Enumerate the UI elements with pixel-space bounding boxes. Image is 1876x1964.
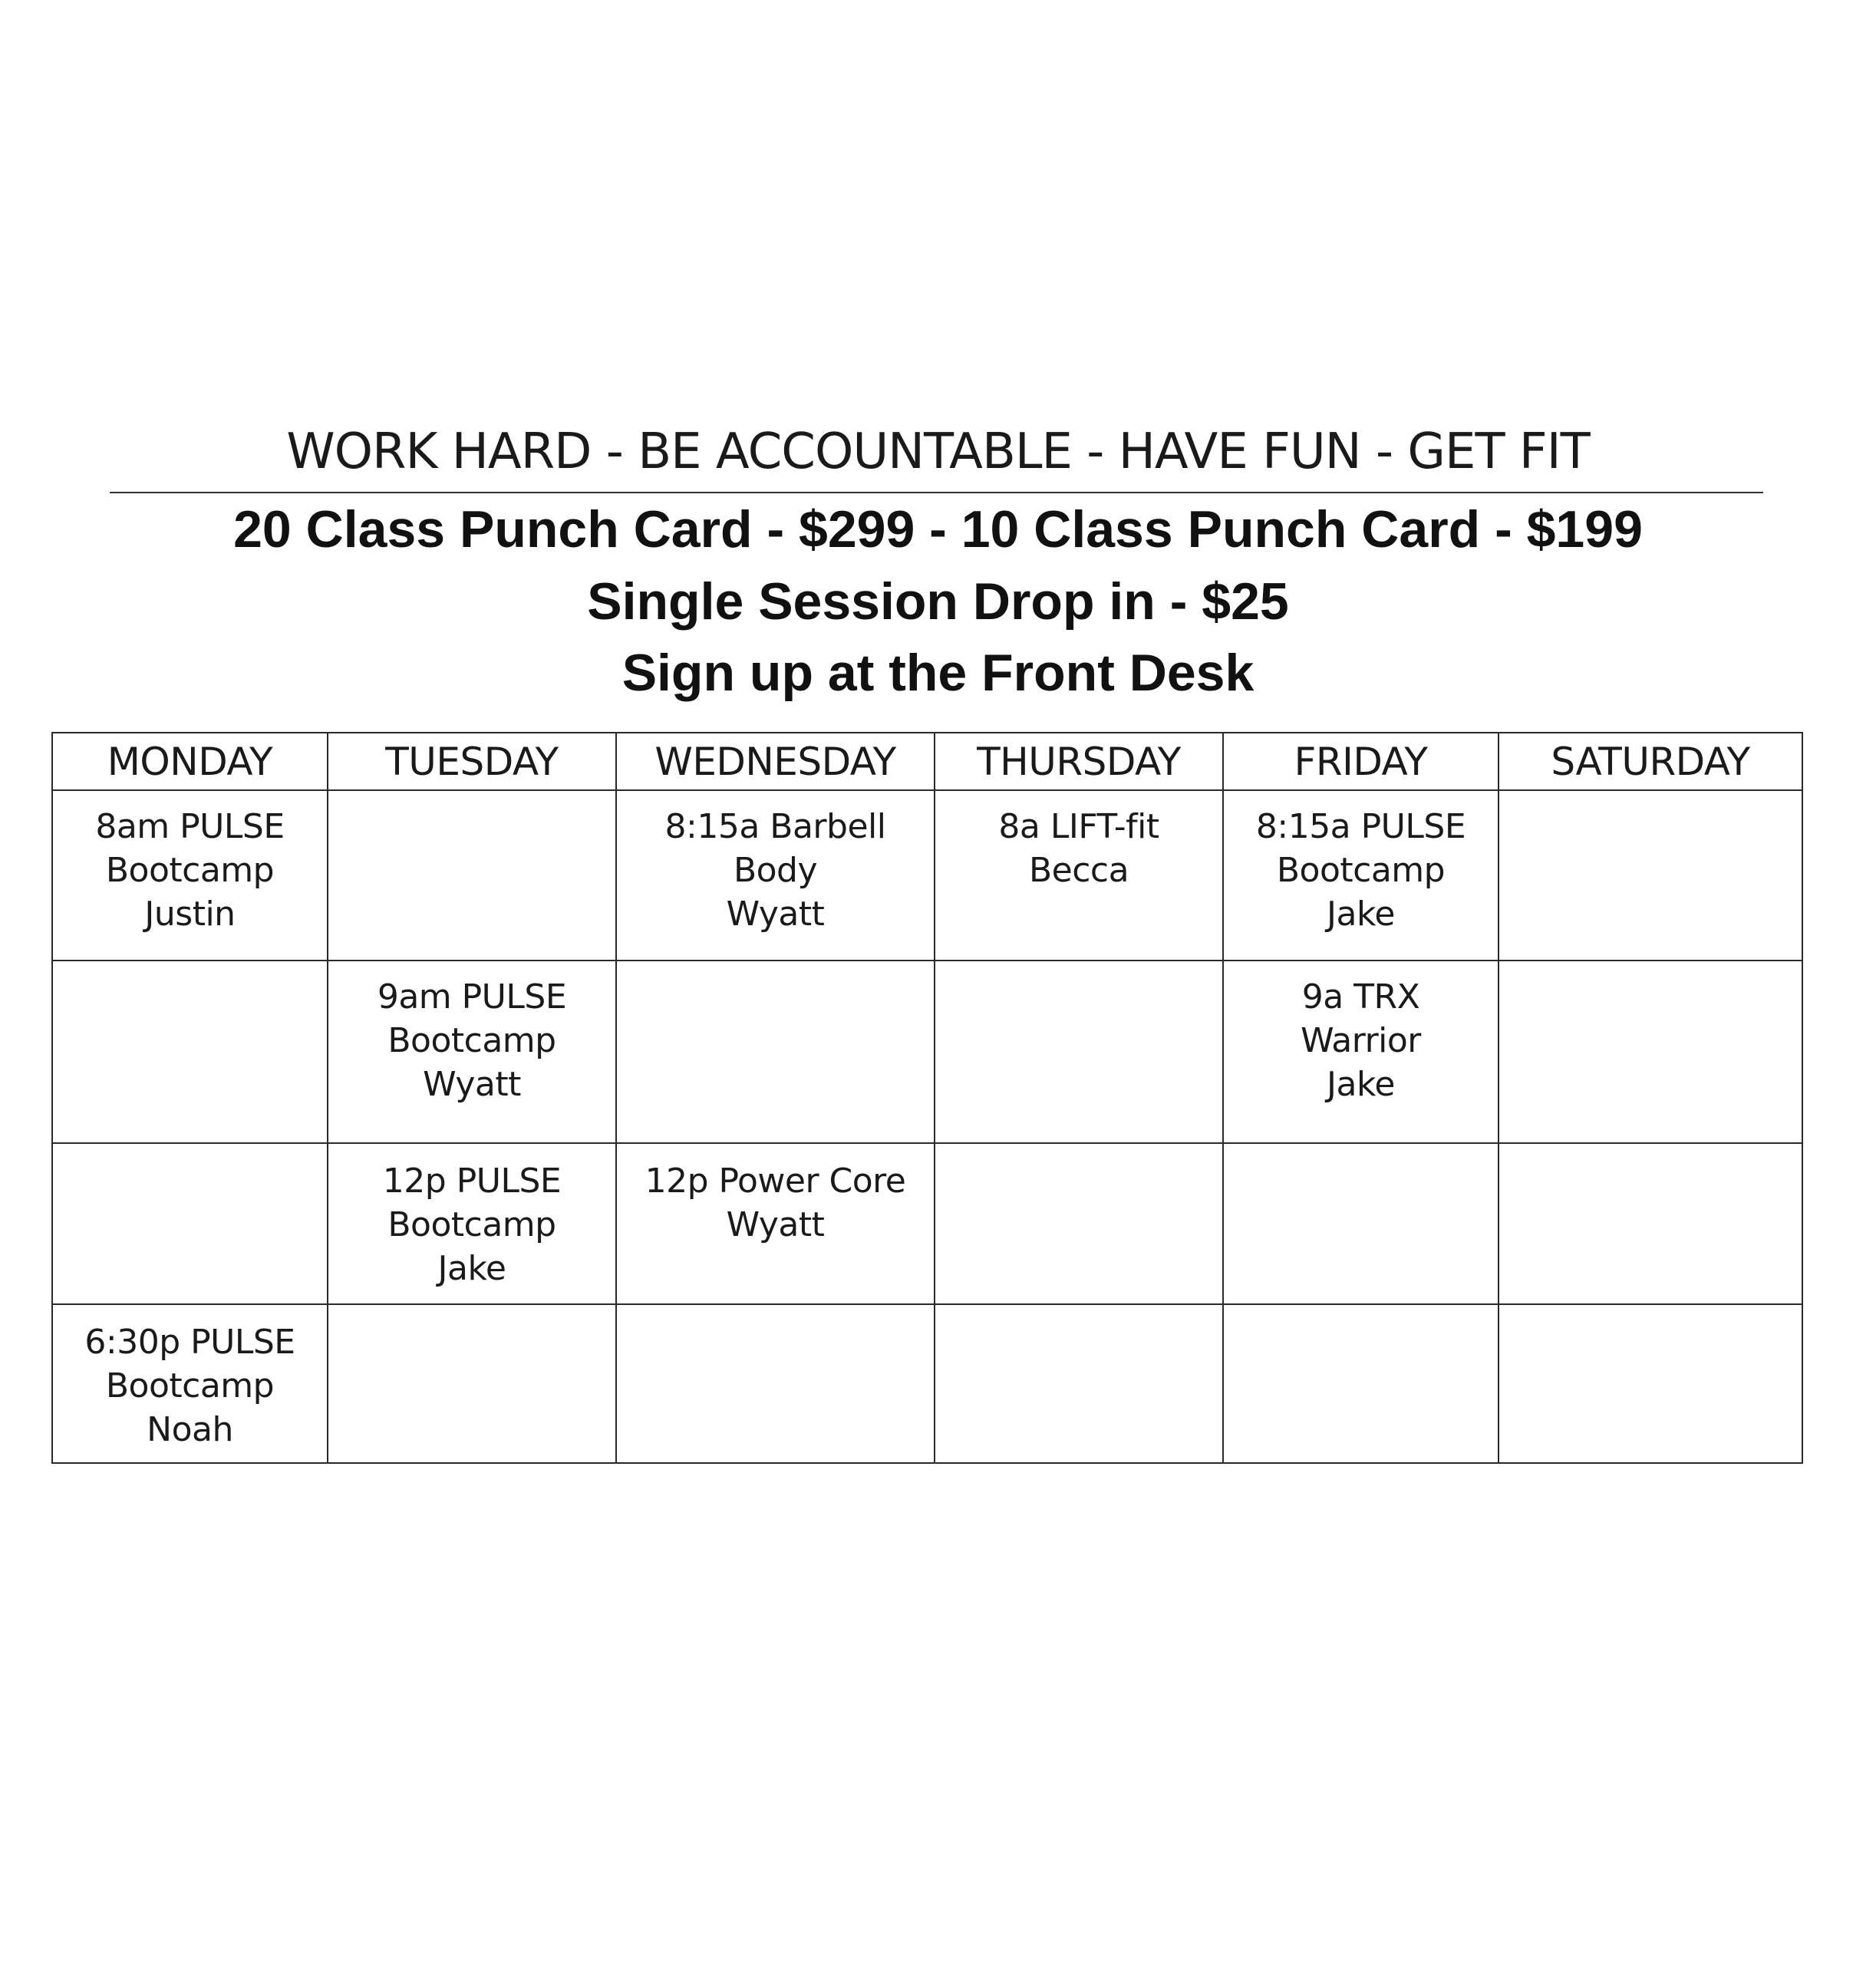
schedule-cell xyxy=(52,1143,328,1304)
day-header-friday: FRIDAY xyxy=(1223,733,1498,790)
class-instructor: Jake xyxy=(437,1249,506,1288)
day-header-thursday: THURSDAY xyxy=(935,733,1223,790)
schedule-cell xyxy=(616,1143,935,1304)
tagline: WORK HARD - BE ACCOUNTABLE - HAVE FUN - GET FIT xyxy=(286,423,1590,480)
tagline-divider xyxy=(110,492,1763,493)
class-type: Body xyxy=(733,851,818,890)
schedule-cell xyxy=(935,1143,1223,1304)
schedule-row xyxy=(52,1304,1802,1463)
schedule-row xyxy=(52,961,1802,1143)
class-type: Warrior xyxy=(1301,1021,1421,1060)
class-schedule-table xyxy=(51,732,1803,1464)
day-header-tuesday: TUESDAY xyxy=(328,733,616,790)
schedule-cell xyxy=(935,1304,1223,1463)
class-instructor: Jake xyxy=(1327,1065,1395,1104)
schedule-cell xyxy=(52,961,328,1143)
class-type: Bootcamp xyxy=(105,851,275,890)
class-instructor: Justin xyxy=(144,895,236,934)
schedule-cell xyxy=(52,1304,328,1463)
class-time-name: 8a LIFT-fit xyxy=(998,807,1159,846)
class-type: Becca xyxy=(1028,851,1129,890)
schedule-cell xyxy=(616,961,935,1143)
class-time-name: 9am PULSE xyxy=(377,977,567,1017)
day-header-saturday: SATURDAY xyxy=(1498,733,1802,790)
signup-note: Sign up at the Front Desk xyxy=(621,644,1255,702)
schedule-cell xyxy=(1498,961,1802,1143)
class-type: Bootcamp xyxy=(1276,851,1446,890)
day-header-monday: MONDAY xyxy=(52,733,328,790)
schedule-header-row xyxy=(52,733,1802,790)
class-instructor: Wyatt xyxy=(726,895,825,934)
schedule-cell xyxy=(328,1304,616,1463)
class-time-name: 9a TRX xyxy=(1301,977,1420,1017)
class-type: Bootcamp xyxy=(387,1205,556,1244)
schedule-cell xyxy=(328,790,616,961)
class-type: Wyatt xyxy=(726,1205,825,1244)
schedule-cell xyxy=(1223,961,1498,1143)
schedule-cell xyxy=(1223,790,1498,961)
day-header-wednesday: WEDNESDAY xyxy=(616,733,935,790)
schedule-cell xyxy=(935,961,1223,1143)
class-time-name: 8:15a PULSE xyxy=(1255,807,1466,846)
schedule-cell xyxy=(935,790,1223,961)
class-type: Bootcamp xyxy=(387,1021,556,1060)
class-time-name: 6:30p PULSE xyxy=(84,1323,295,1362)
schedule-cell xyxy=(52,790,328,961)
schedule-cell xyxy=(1498,1143,1802,1304)
schedule-row xyxy=(52,790,1802,961)
schedule-row xyxy=(52,1143,1802,1304)
schedule-cell xyxy=(616,790,935,961)
class-instructor: Jake xyxy=(1327,895,1395,934)
class-time-name: 8:15a Barbell xyxy=(664,807,886,846)
pricing-punch-cards: 20 Class Punch Card - $299 - 10 Class Punch Card - $199 xyxy=(233,500,1643,559)
schedule-cell xyxy=(1223,1304,1498,1463)
class-instructor: Noah xyxy=(147,1410,233,1449)
class-type: Bootcamp xyxy=(105,1366,275,1405)
class-instructor: Wyatt xyxy=(423,1065,521,1104)
class-time-name: 12p Power Core xyxy=(645,1162,906,1201)
class-time-name: 12p PULSE xyxy=(382,1162,562,1201)
schedule-cell xyxy=(616,1304,935,1463)
schedule-cell xyxy=(328,1143,616,1304)
schedule-cell xyxy=(1498,790,1802,961)
schedule-cell xyxy=(1498,1304,1802,1463)
schedule-cell xyxy=(1223,1143,1498,1304)
schedule-cell xyxy=(328,961,616,1143)
pricing-drop-in: Single Session Drop in - $25 xyxy=(587,572,1289,631)
class-time-name: 8am PULSE xyxy=(95,807,285,846)
